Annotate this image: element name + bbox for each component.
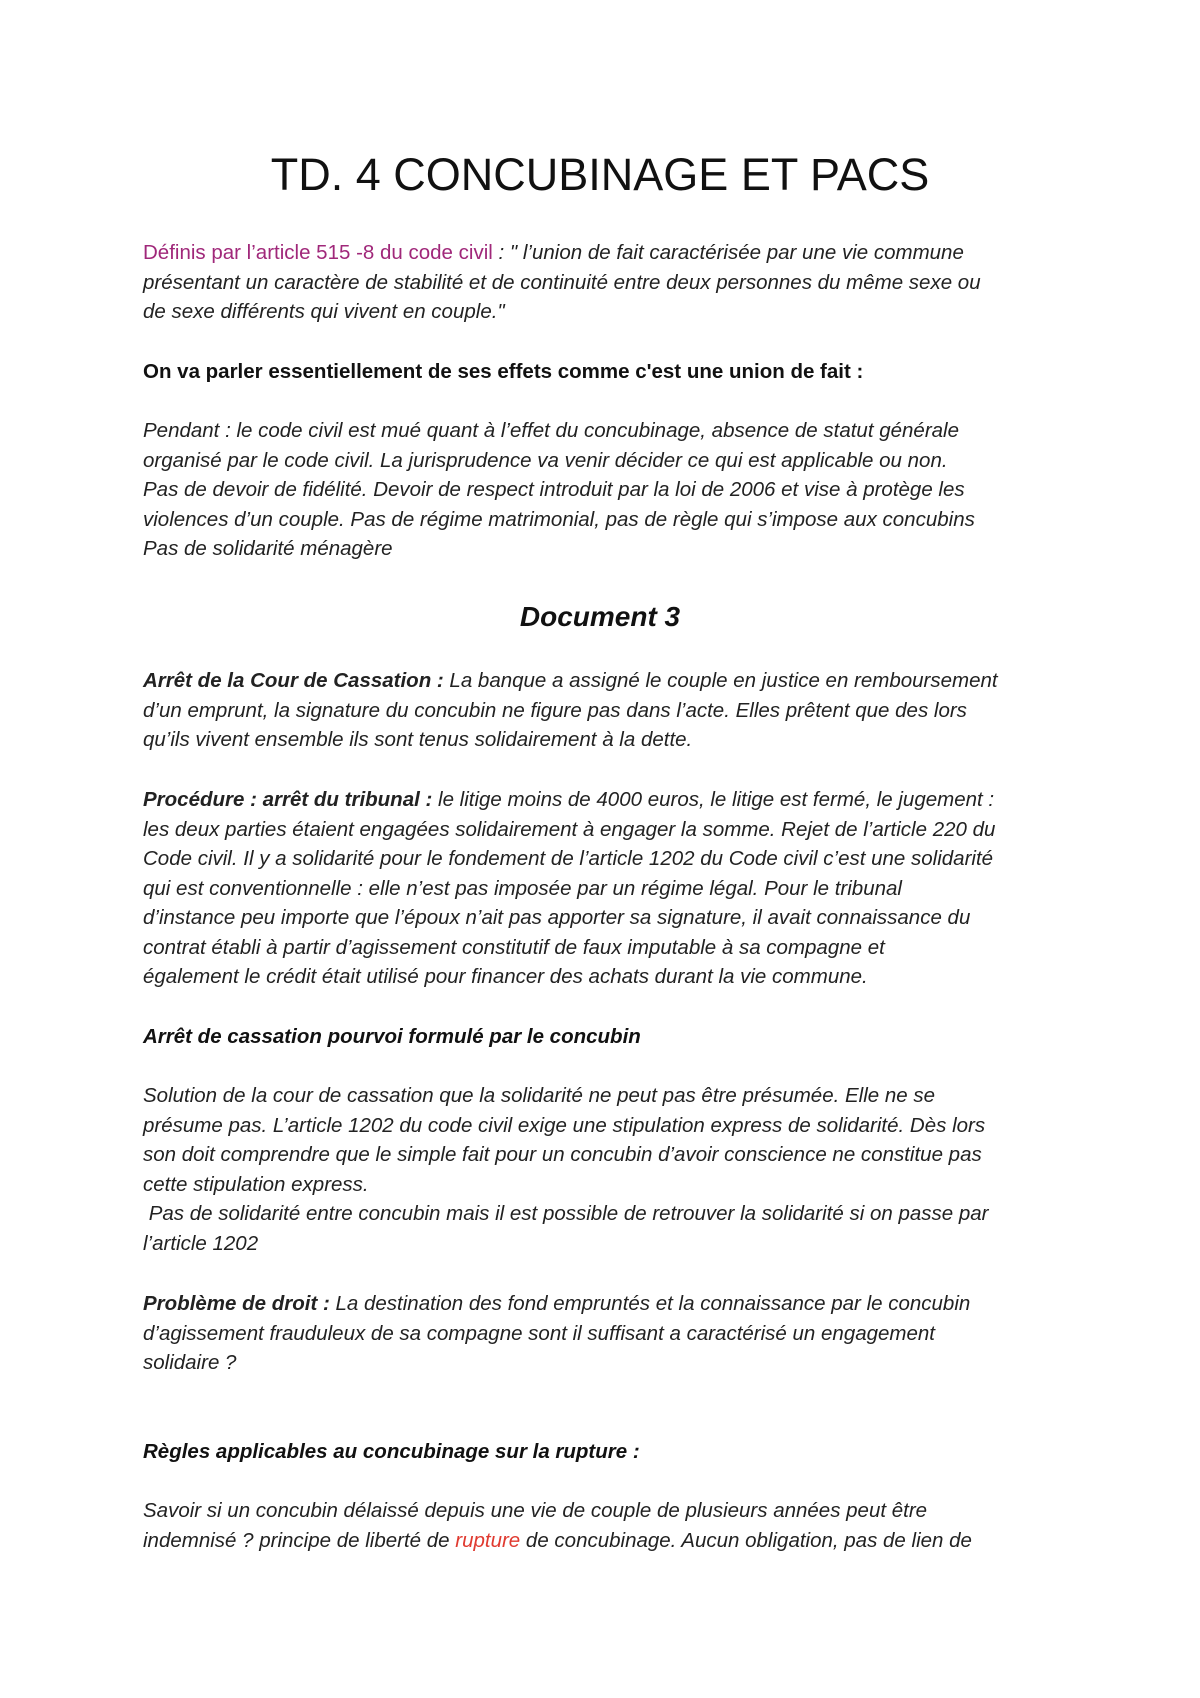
arret-line-2: d’un emprunt, la signature du concubin ne figure pas dans l’acte. Elles prêtent que des lors [143,698,967,722]
solution-line-6: l’article 1202 [143,1231,259,1255]
pendant-line-5: Pas de solidarité ménagère [143,537,393,560]
rupture-line-1: Savoir si un concubin délaissé depuis une vie de couple de plusieurs années peut être [143,1499,928,1522]
rupture-text-before: indemnisé ? principe de liberté de [143,1528,456,1552]
intro-paragraph [143,238,1073,327]
rupture-text-after: de concubinage. Aucun obligation, pas de lien de [520,1528,972,1552]
rupture-line-2 [143,1526,1073,1556]
probleme-label: Problème de droit : [143,1292,330,1315]
procedure-label: Procédure : arrêt du tribunal : [143,788,433,811]
solution-line-2: présume pas. L’article 1202 du code civil exige une stipulation express de solidarité. Dès lors [143,1113,986,1137]
intro-quote-start: : " l’union de fait caractérisée par une vie commune [498,241,964,264]
probleme-line-1 [143,1289,1073,1319]
procedure-line-2: les deux parties étaient engagées solidairement à engager la somme. Rejet de l’article 220 du [143,817,996,841]
intro-line-3: de sexe différents qui vivent en couple." [143,300,505,323]
arret-label: Arrêt de la Cour de Cassation : [143,669,444,692]
document-3-heading: Document 3 [519,601,681,632]
solution-line-3: son doit comprendre que le simple fait pour un concubin d’avoir conscience ne constitue pas [143,1143,982,1166]
cassation-heading: Arrêt de cassation pourvoi formulé par le concubin [143,1025,641,1048]
probleme-paragraph [143,1289,1073,1378]
procedure-text-start: le litige moins de 4000 euros, le litige est fermé, le jugement : [432,788,995,811]
pendant-line-1: Pendant : le code civil est mué quant à l’effet du concubinage, absence de statut générale [143,419,959,442]
solution-paragraph [143,1081,1073,1258]
arret-line-3: qu’ils vivent ensemble ils sont tenus solidairement à la dette. [143,728,693,751]
solution-line-4: cette stipulation express. [143,1172,369,1196]
procedure-line-1 [143,785,1073,815]
pendant-line-3: Pas de devoir de fidélité. Devoir de respect introduit par la loi de 2006 et vise à protège les [143,478,965,501]
rupture-paragraph [143,1496,1073,1555]
probleme-line-3: solidaire ? [143,1351,237,1374]
procedure-paragraph [143,785,1073,992]
effects-heading: On va parler essentiellement de ses effets comme c'est une union de fait : [143,360,864,383]
arret-text-start: La banque a assigné le couple en justice en remboursement [443,669,998,692]
probleme-text-start: La destination des fond empruntés et la connaissance par le concubin [329,1292,971,1315]
procedure-line-3: Code civil. Il y a solidarité pour le fondement de l’article 1202 du Code civil c’est une solidarité [143,847,994,870]
arret-paragraph [143,666,1073,755]
solution-line-5: Pas de solidarité entre concubin mais il est possible de retrouver la solidarité si on passe par [143,1202,989,1225]
probleme-line-2: d’agissement frauduleux de sa compagne sont il suffisant a caractérisé un engagement [143,1321,936,1345]
rupture-highlight: rupture [455,1528,521,1552]
regles-heading: Règles applicables au concubinage sur la rupture : [143,1440,640,1463]
solution-line-1: Solution de la cour de cassation que la solidarité ne peut pas être présumée. Elle ne se [143,1084,936,1107]
procedure-line-4: qui est conventionnelle : elle n’est pas imposée par un régime légal. Pour le tribunal [143,876,902,900]
intro-line-2: présentant un caractère de stabilité et de continuité entre deux personnes du même sexe ou [143,270,981,294]
pendant-line-4: violences d’un couple. Pas de régime matrimonial, pas de règle qui s’impose aux concubins [143,507,975,531]
pendant-paragraph [143,416,1073,564]
page-title: TD. 4 CONCUBINAGE ET PACS [270,149,930,200]
procedure-line-5: d’instance peu importe que l’époux n’ait pas apporter sa signature, il avait connaissance du [143,906,971,929]
procedure-line-7: également le crédit était utilisé pour financer des achats durant la vie commune. [143,965,868,988]
intro-line-1 [143,238,1073,268]
pendant-line-2: organisé par le code civil. La jurisprudence va venir décider ce qui est applicable ou non. [143,448,948,472]
article-reference: Définis par l’article 515 -8 du code civil [143,241,499,264]
arret-line-1 [143,666,1073,696]
procedure-line-6: contrat établi à partir d’agissement constitutif de faux imputable à sa compagne et [143,935,885,959]
